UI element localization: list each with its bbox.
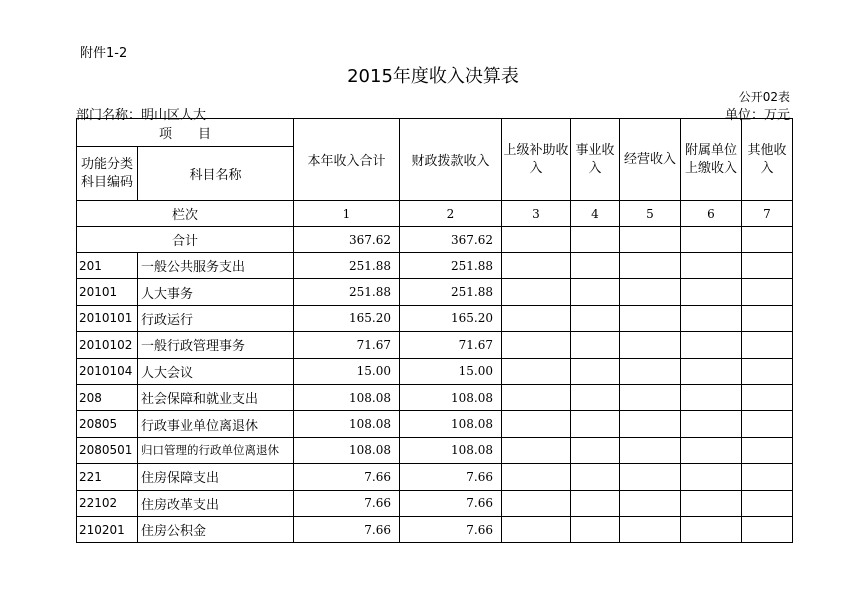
column-number: 5 xyxy=(620,201,681,227)
header-subject-name: 科目名称 xyxy=(138,147,294,201)
page-title: 2015年度收入决算表 xyxy=(347,66,519,87)
row-value xyxy=(571,384,620,410)
total-value: 367.62 xyxy=(400,227,502,253)
row-subject-name: 住房改革支出 xyxy=(138,490,294,516)
department-name: 部门名称：明山区人大 xyxy=(76,108,207,123)
row-value xyxy=(681,516,742,542)
table-row xyxy=(77,384,793,410)
row-value: 165.20 xyxy=(294,305,400,331)
row-value xyxy=(502,332,571,358)
row-value xyxy=(742,437,793,463)
total-value xyxy=(620,227,681,253)
header-other: 其他收入 xyxy=(742,119,793,201)
table-row xyxy=(77,516,793,542)
row-value xyxy=(502,464,571,490)
table-row xyxy=(77,279,793,305)
row-value xyxy=(742,332,793,358)
total-row xyxy=(77,227,793,253)
row-value: 251.88 xyxy=(294,279,400,305)
total-label: 合计 xyxy=(77,227,294,253)
row-code: 2010101 xyxy=(77,305,138,331)
row-value xyxy=(742,464,793,490)
row-value: 251.88 xyxy=(294,253,400,279)
total-value: 367.62 xyxy=(294,227,400,253)
row-value: 251.88 xyxy=(400,253,502,279)
row-value xyxy=(620,279,681,305)
column-number: 4 xyxy=(571,201,620,227)
row-subject-name: 住房保障支出 xyxy=(138,464,294,490)
header-operating: 经营收入 xyxy=(620,119,681,201)
row-value: 108.08 xyxy=(400,384,502,410)
row-subject-name: 社会保障和就业支出 xyxy=(138,384,294,410)
row-code: 20805 xyxy=(77,411,138,437)
row-value xyxy=(620,516,681,542)
row-value xyxy=(742,490,793,516)
row-value xyxy=(502,358,571,384)
row-value xyxy=(502,490,571,516)
row-value xyxy=(620,358,681,384)
row-value xyxy=(742,358,793,384)
row-value: 108.08 xyxy=(294,384,400,410)
row-value xyxy=(502,411,571,437)
row-value xyxy=(571,464,620,490)
row-code: 20101 xyxy=(77,279,138,305)
header-total-income: 本年收入合计 xyxy=(294,119,400,201)
row-value xyxy=(620,490,681,516)
total-value xyxy=(681,227,742,253)
row-subject-name: 行政事业单位离退休 xyxy=(138,411,294,437)
row-value xyxy=(681,384,742,410)
row-value xyxy=(620,253,681,279)
column-number: 2 xyxy=(400,201,502,227)
row-value xyxy=(571,332,620,358)
row-code: 22102 xyxy=(77,490,138,516)
row-value: 15.00 xyxy=(400,358,502,384)
row-value: 7.66 xyxy=(294,464,400,490)
row-subject-name: 一般公共服务支出 xyxy=(138,253,294,279)
row-subject-name: 行政运行 xyxy=(138,305,294,331)
header-affiliated: 附属单位上缴收入 xyxy=(681,119,742,201)
row-code: 208 xyxy=(77,384,138,410)
row-code: 221 xyxy=(77,464,138,490)
row-value: 165.20 xyxy=(400,305,502,331)
row-value xyxy=(620,411,681,437)
row-subject-name: 住房公积金 xyxy=(138,516,294,542)
row-value xyxy=(502,253,571,279)
row-subject-name: 人大会议 xyxy=(138,358,294,384)
row-code: 210201 xyxy=(77,516,138,542)
row-value: 108.08 xyxy=(294,411,400,437)
row-value xyxy=(681,332,742,358)
column-number: 6 xyxy=(681,201,742,227)
attachment-label: 附件1-2 xyxy=(80,46,128,61)
row-subject-name: 一般行政管理事务 xyxy=(138,332,294,358)
row-value xyxy=(620,437,681,463)
row-value xyxy=(681,464,742,490)
row-value xyxy=(742,279,793,305)
row-value xyxy=(620,464,681,490)
row-value xyxy=(502,516,571,542)
row-value: 7.66 xyxy=(294,490,400,516)
row-value xyxy=(620,305,681,331)
row-value xyxy=(571,437,620,463)
row-value xyxy=(681,490,742,516)
row-value xyxy=(742,384,793,410)
row-value xyxy=(502,437,571,463)
total-value xyxy=(742,227,793,253)
row-value xyxy=(681,358,742,384)
table-row xyxy=(77,305,793,331)
row-value xyxy=(571,305,620,331)
header-fiscal: 财政拨款收入 xyxy=(400,119,502,201)
row-code: 2010102 xyxy=(77,332,138,358)
row-value: 7.66 xyxy=(400,490,502,516)
row-value: 71.67 xyxy=(294,332,400,358)
row-value xyxy=(571,253,620,279)
column-number: 7 xyxy=(742,201,793,227)
table-row xyxy=(77,490,793,516)
table-row xyxy=(77,253,793,279)
row-value xyxy=(742,411,793,437)
row-value: 71.67 xyxy=(400,332,502,358)
row-value: 7.66 xyxy=(294,516,400,542)
header-item: 项 目 xyxy=(77,119,294,147)
row-value xyxy=(571,358,620,384)
row-value xyxy=(681,253,742,279)
row-value xyxy=(681,279,742,305)
total-value xyxy=(571,227,620,253)
table-row xyxy=(77,464,793,490)
row-value: 251.88 xyxy=(400,279,502,305)
row-value xyxy=(620,384,681,410)
row-subject-name: 人大事务 xyxy=(138,279,294,305)
header-func-code: 功能分类科目编码 xyxy=(77,147,138,201)
row-value: 108.08 xyxy=(400,437,502,463)
row-value xyxy=(571,411,620,437)
row-value xyxy=(502,279,571,305)
row-value xyxy=(571,516,620,542)
row-subject-name: 归口管理的行政单位离退休 xyxy=(138,437,294,463)
header-superior-subsidy: 上级补助收入 xyxy=(502,119,571,201)
row-value xyxy=(681,437,742,463)
row-value: 108.08 xyxy=(400,411,502,437)
column-number: 1 xyxy=(294,201,400,227)
row-value: 7.66 xyxy=(400,516,502,542)
table-row xyxy=(77,358,793,384)
row-value xyxy=(571,490,620,516)
row-value xyxy=(742,253,793,279)
row-value: 7.66 xyxy=(400,464,502,490)
total-value xyxy=(502,227,571,253)
row-value xyxy=(681,305,742,331)
row-value xyxy=(681,411,742,437)
row-value: 108.08 xyxy=(294,437,400,463)
form-code: 公开02表 xyxy=(738,90,790,104)
row-value xyxy=(742,516,793,542)
column-row-label: 栏次 xyxy=(77,201,294,227)
income-table xyxy=(76,118,793,543)
row-code: 2010104 xyxy=(77,358,138,384)
column-number-row xyxy=(77,201,793,227)
row-code: 201 xyxy=(77,253,138,279)
row-value: 15.00 xyxy=(294,358,400,384)
row-value xyxy=(502,384,571,410)
table-row xyxy=(77,437,793,463)
row-value xyxy=(502,305,571,331)
row-code: 2080501 xyxy=(77,437,138,463)
row-value xyxy=(742,305,793,331)
table-row xyxy=(77,411,793,437)
row-value xyxy=(620,332,681,358)
row-value xyxy=(571,279,620,305)
table-row xyxy=(77,332,793,358)
unit-label: 单位：万元 xyxy=(724,108,790,123)
column-number: 3 xyxy=(502,201,571,227)
header-business: 事业收入 xyxy=(571,119,620,201)
